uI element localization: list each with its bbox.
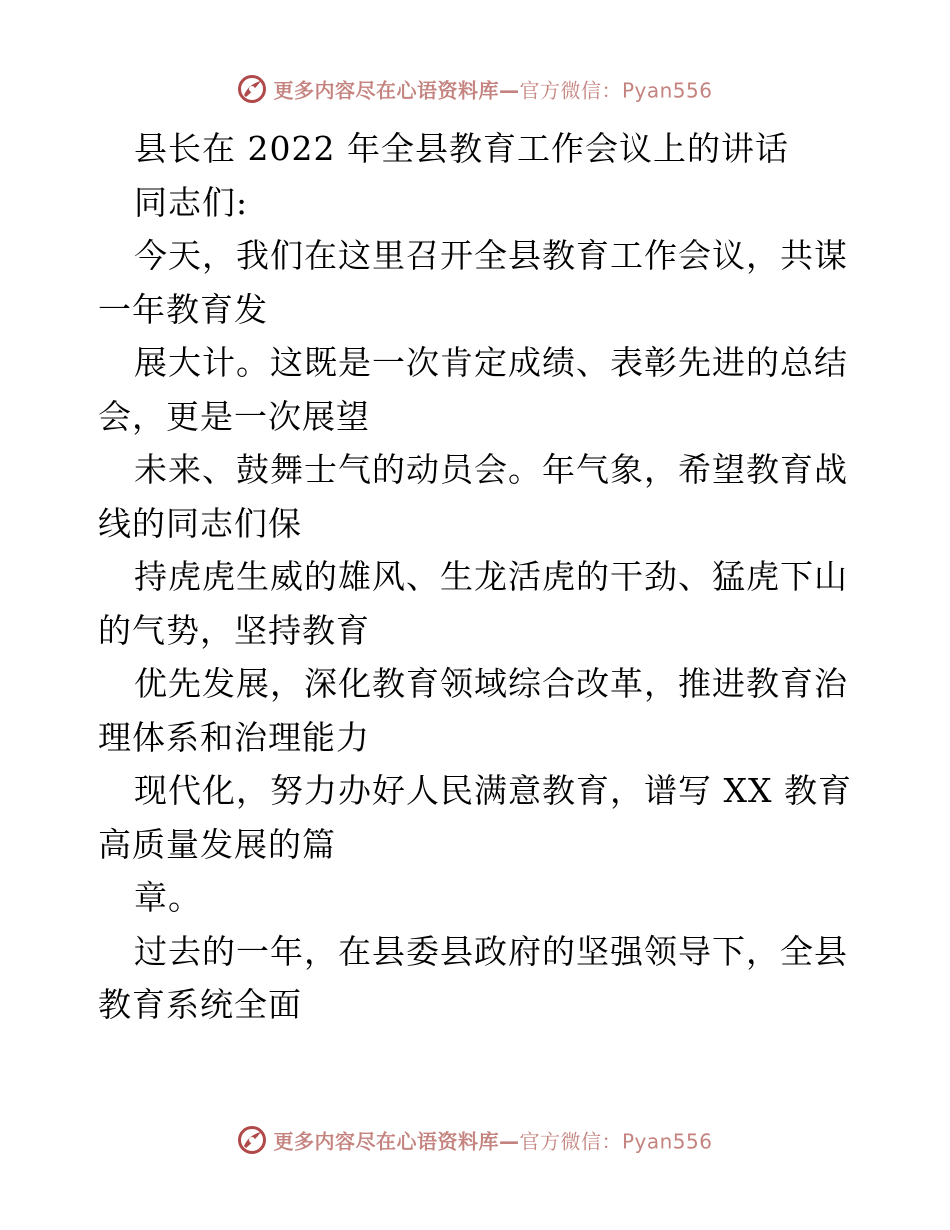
watermark-text: 更多内容尽在心语资料库— bbox=[273, 78, 520, 103]
paragraph-line: 会，更是一次展望 bbox=[98, 396, 370, 436]
watermark-contact: 官方微信：Pyan556 bbox=[519, 1129, 713, 1154]
paragraph-line: 过去的一年，在县委县政府的坚强领导下，全县 bbox=[134, 931, 848, 971]
watermark-text: 更多内容尽在心语资料库— bbox=[273, 1129, 520, 1154]
paragraph-line: 展大计。这既是一次肯定成绩、表彰先进的总结 bbox=[134, 343, 848, 382]
paragraph-line: 持虎虎生威的雄风、生龙活虎的干劲、猛虎下山 bbox=[134, 557, 848, 596]
document-body bbox=[98, 122, 858, 1032]
paragraph-line: 未来、鼓舞士气的动员会。年气象，希望教育战 bbox=[134, 450, 848, 489]
watermark-contact: 官方微信：Pyan556 bbox=[519, 78, 713, 103]
paragraph-line: 一年教育发 bbox=[98, 289, 268, 329]
paragraph-line: 今天，我们在这里召开全县教育工作会议，共谋 bbox=[134, 236, 848, 275]
paragraph-line: 高质量发展的篇 bbox=[98, 824, 336, 864]
salutation: 同志们: bbox=[134, 182, 249, 222]
footer-watermark bbox=[0, 1125, 950, 1157]
paragraph-line: 的气势，坚持教育 bbox=[98, 610, 370, 650]
header-watermark bbox=[0, 74, 950, 106]
paragraph-line: 优先发展，深化教育领域综合改革，推进教育治 bbox=[134, 664, 848, 703]
document-title: 县长在 2022 年全县教育工作会议上的讲话 bbox=[134, 129, 789, 168]
paragraph-line: 现代化，努力办好人民满意教育，谱写 XX 教育 bbox=[134, 771, 852, 810]
logo-icon bbox=[237, 1125, 267, 1155]
paragraph-line: 章。 bbox=[134, 878, 202, 917]
logo-icon bbox=[237, 74, 267, 104]
paragraph-line: 理体系和治理能力 bbox=[98, 717, 370, 757]
paragraph-line: 教育系统全面 bbox=[98, 985, 302, 1024]
paragraph-line: 线的同志们保 bbox=[98, 503, 302, 543]
